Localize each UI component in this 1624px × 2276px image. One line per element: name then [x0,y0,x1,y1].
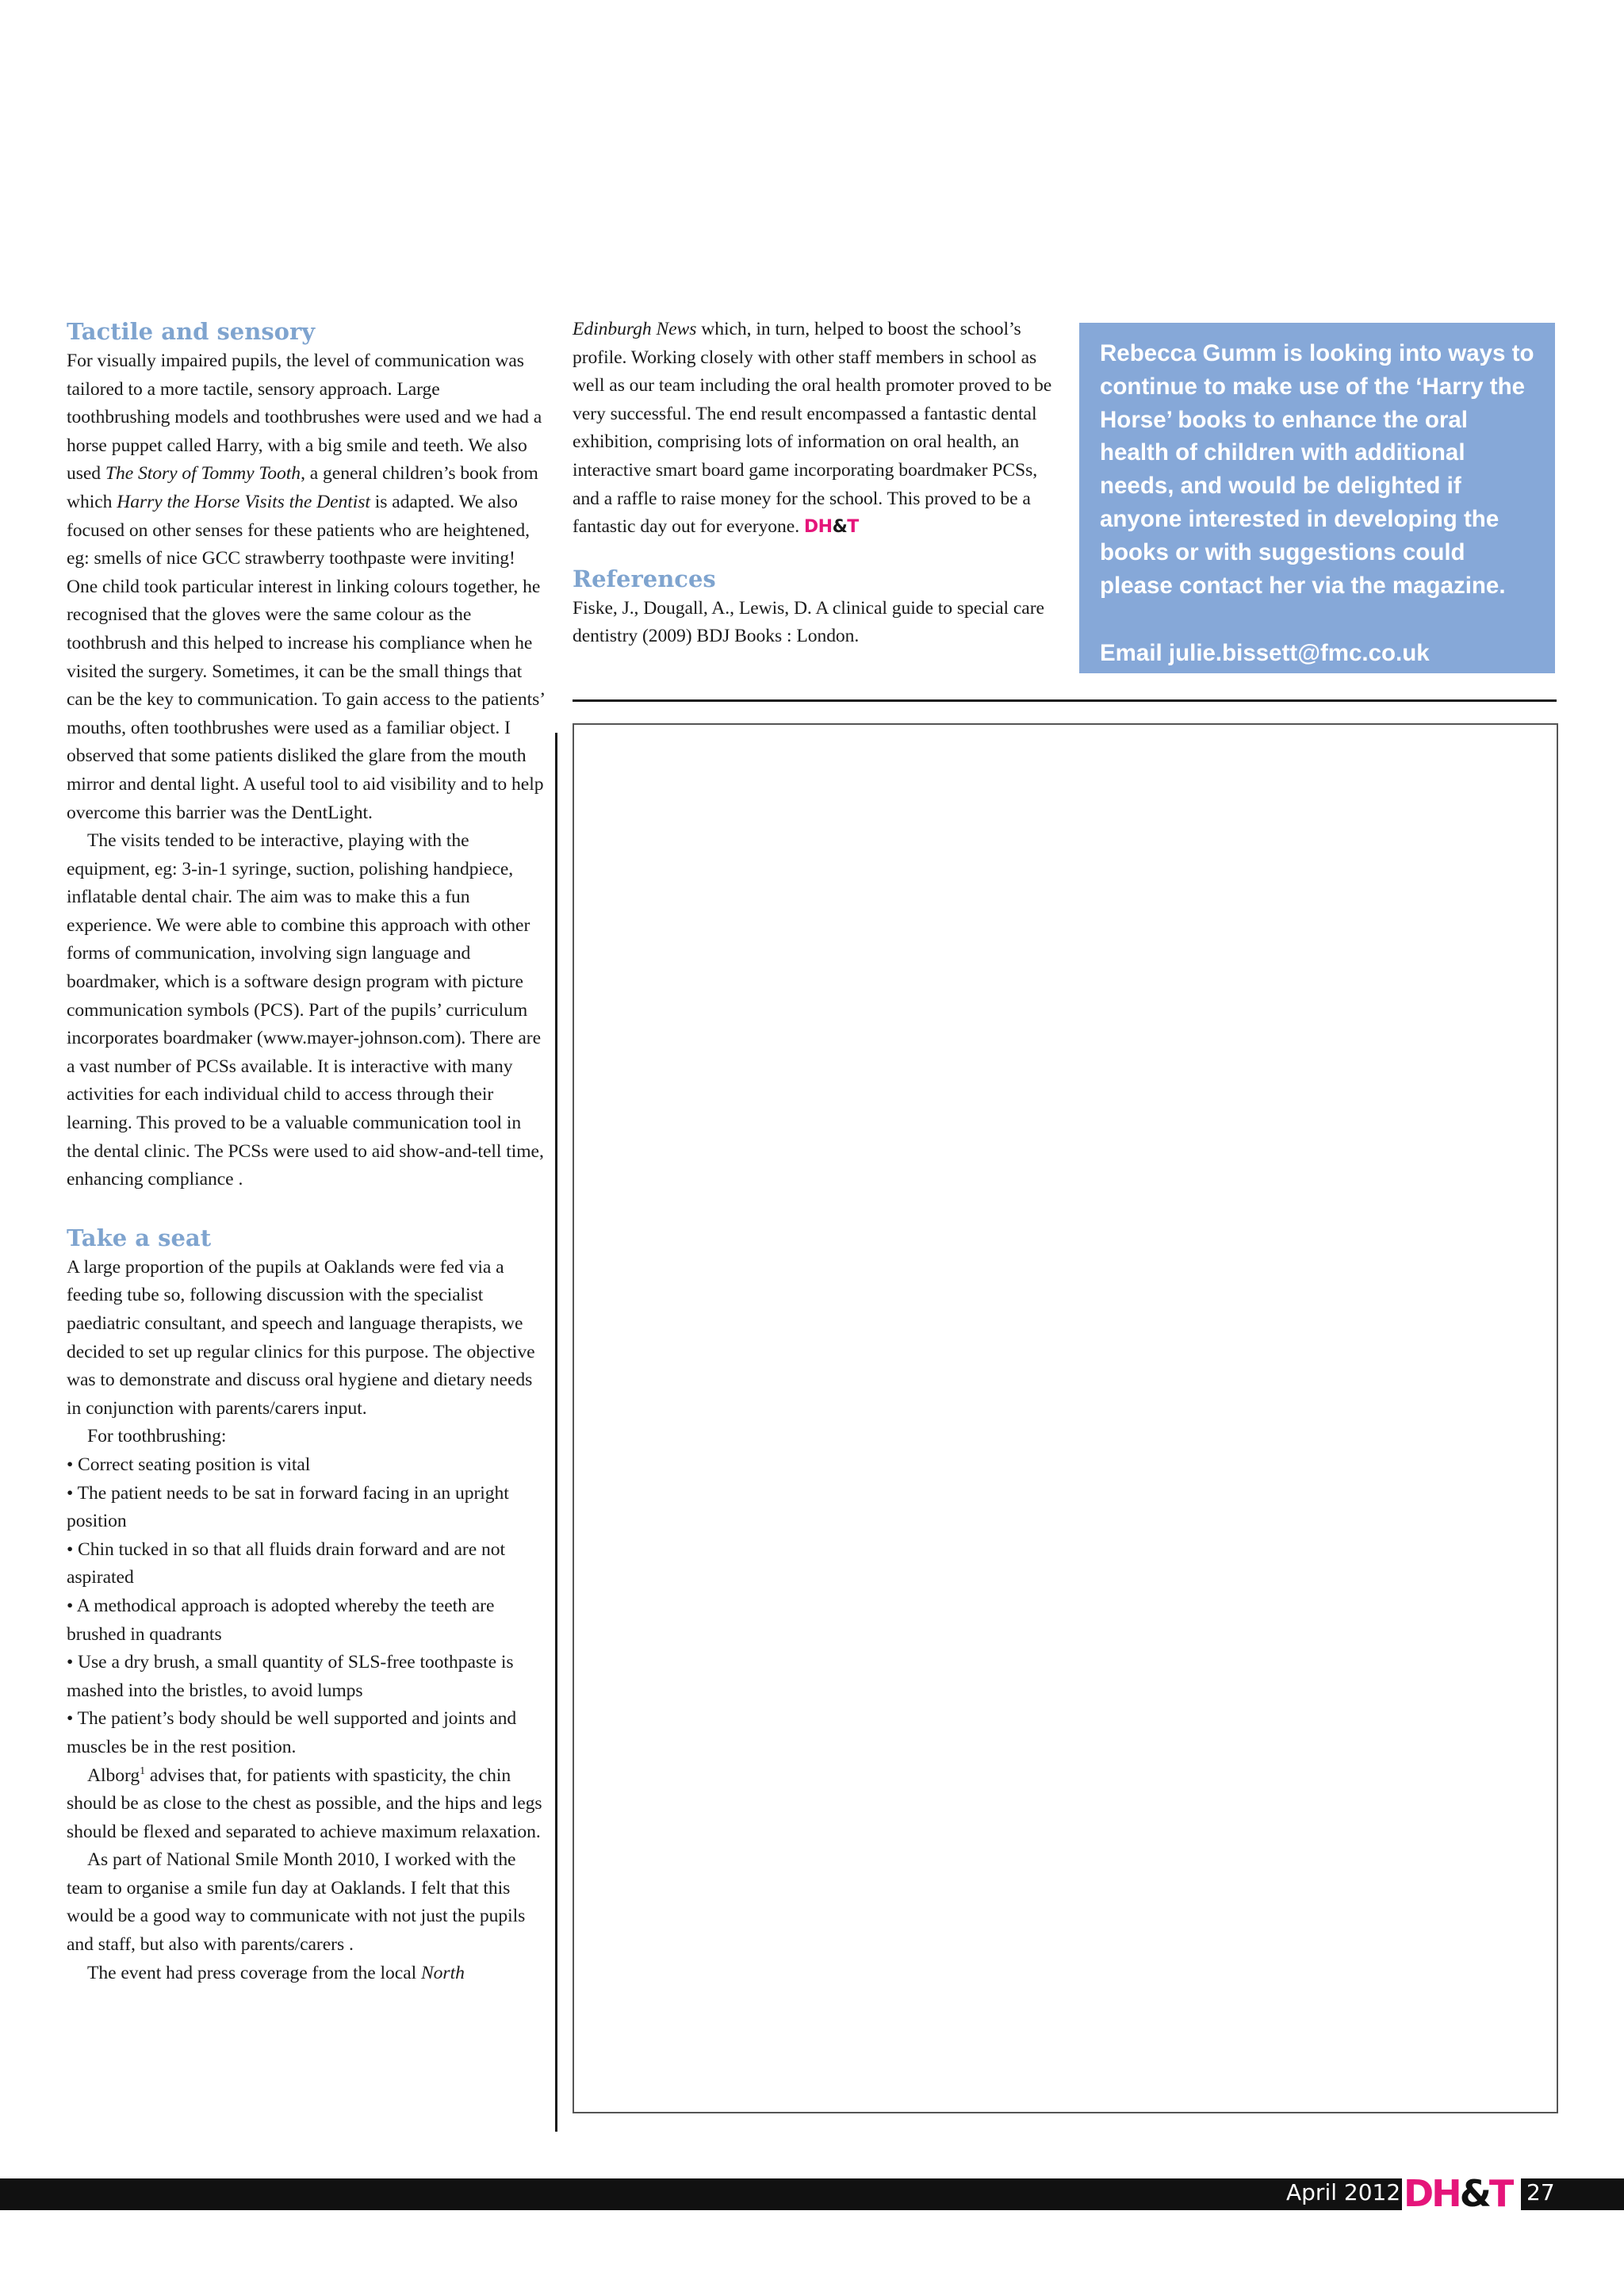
paragraph-alborg [67,1762,546,1847]
end-mark-logo: DH&T [803,517,859,538]
magazine-logo: DH&T [1404,2172,1512,2215]
bullet-item: • Use a dry brush, a small quantity of SLS-free toothpaste is mashed into the bristles, to avoid lumps [67,1652,514,1701]
text-run: The event had press coverage from the local [87,1962,421,1983]
text-run: For visually impaired pupils, the level of communication was tailored to a more tactile, sensory approach. Large toothbrushing models and toothbrushes were used and we had a horse puppet called Harry, with a big smile and teeth. We also used [67,351,542,485]
text-run: which, in turn, helped to boost the school’s profile. Working closely with other staff members in school as well as our team including the oral health promoter proved to be very successful. The end result encompassed a fantastic dental exhibition, comprising lots of information on oral health, an interactive smart board game incorporating boardmaker PCSs, and a raffle to raise money for the school. This proved to be a fantastic day out for everyone. [573,319,1052,538]
bullet-item: • A methodical approach is adopted whereby the teeth are brushed in quadrants [67,1595,495,1645]
bullet-item: • The patient needs to be sat in forward facing in an upright position [67,1482,509,1532]
horizontal-rule [573,699,1557,702]
section-heading-take-a-seat: Take a seat [67,1224,212,1251]
paragraph-toothbrushing-intro: For toothbrushing: [87,1426,227,1447]
book-title: Harry the Horse Visits the Dentist [117,491,370,512]
footnote-marker: 1 [140,1764,146,1777]
page-number: 27 [1526,2179,1555,2205]
middle-column [573,316,1056,651]
text-run: North [421,1962,465,1983]
book-title: The Story of Tommy Tooth [105,463,301,485]
paragraph-tactile [67,347,546,827]
bullet-item: • Chin tucked in so that all fluids drain forward and are not aspirated [67,1538,505,1588]
image-placeholder-frame [573,723,1558,2113]
text-run: Alborg [87,1764,140,1786]
paragraph-smile-month: As part of National Smile Month 2010, I worked with the team to organise a smile fun day at Oaklands. I felt that this would be a good way to communicate with not just the pupils and staff, but also with parents/carers . [67,1849,526,1956]
left-column [67,316,546,1987]
text-run: is adapted. We also focused on other senses for these patients who are heightened, eg: smells of nice GCC strawberry toothpaste were inviting! One child took particular interest in linking colours together, he recognised that the gloves were the same colour as the toothbrush and this helped to increase his compliance when he visited the surgery. Sometimes, it can be the small things that can be the key to communication. To gain access to the patients’ mouths, often toothbrushes were used as a familiar object. I observed that some patients disliked the glare from the mouth mirror and dental light. A useful tool to aid visibility and to help overcome this barrier was the DentLight. [67,491,545,823]
column-divider [555,733,557,2132]
section-heading-tactile: Tactile and sensory [67,318,316,345]
callout-email: Email julie.bissett@fmc.co.uk [1100,640,1430,667]
bullet-item: • The patient’s body should be well supported and joints and muscles be in the rest position. [67,1708,517,1757]
reference-entry: Fiske, J., Dougall, A., Lewis, D. A clinical guide to special care dentistry (2009) BDJ Books : London. [573,597,1044,647]
callout-box [1079,323,1555,673]
paragraph-press [67,1960,546,1988]
text-run: advises that, for patients with spasticity, the chin should be as close to the chest as possible, and the hips and legs should be flexed and separated to achieve maximum relaxation. [67,1764,542,1842]
paragraph-continued [573,316,1056,542]
bullet-item: • Correct seating position is vital [67,1454,311,1475]
issue-date: April 2012 [1286,2179,1401,2205]
paragraph-feeding: A large proportion of the pupils at Oaklands were fed via a feeding tube so, following discussion with the specialist paediatric consultant, and speech and language therapists, we decided to set up regular clinics for this purpose. The objective was to demonstrate and discuss oral hygiene and dietary needs in conjunction with parents/carers input. [67,1256,535,1419]
text-run: , a general children’s book from which [67,463,538,512]
references-heading: References [573,565,716,592]
paragraph-visits: The visits tended to be interactive, playing with the equipment, eg: 3-in-1 syringe, suction, polishing handpiece, inflatable dental chair. The aim was to make this a fun experience. We were able to combine this approach with other forms of communication, involving sign language and boardmaker, which is a software design program with picture communication symbols (PCS). Part of the pupils’ curriculum incorporates boardmaker (www.mayer-johnson.com). There are a vast number of PCSs available. It is interactive with many activities for each individual child to access through their learning. This proved to be a valuable communication tool in the dental clinic. The PCSs were used to aid show-and-tell time, enhancing compliance . [67,830,544,1190]
callout-text: Rebecca Gumm is looking into ways to continue to make use of the ‘Harry the Horse’ books to enhance the oral health of children with additional needs, and would be delighted if anyone interested in developing the books or with suggestions could please contact her via the magazine. [1100,340,1534,599]
publication-name: Edinburgh News [573,319,697,339]
